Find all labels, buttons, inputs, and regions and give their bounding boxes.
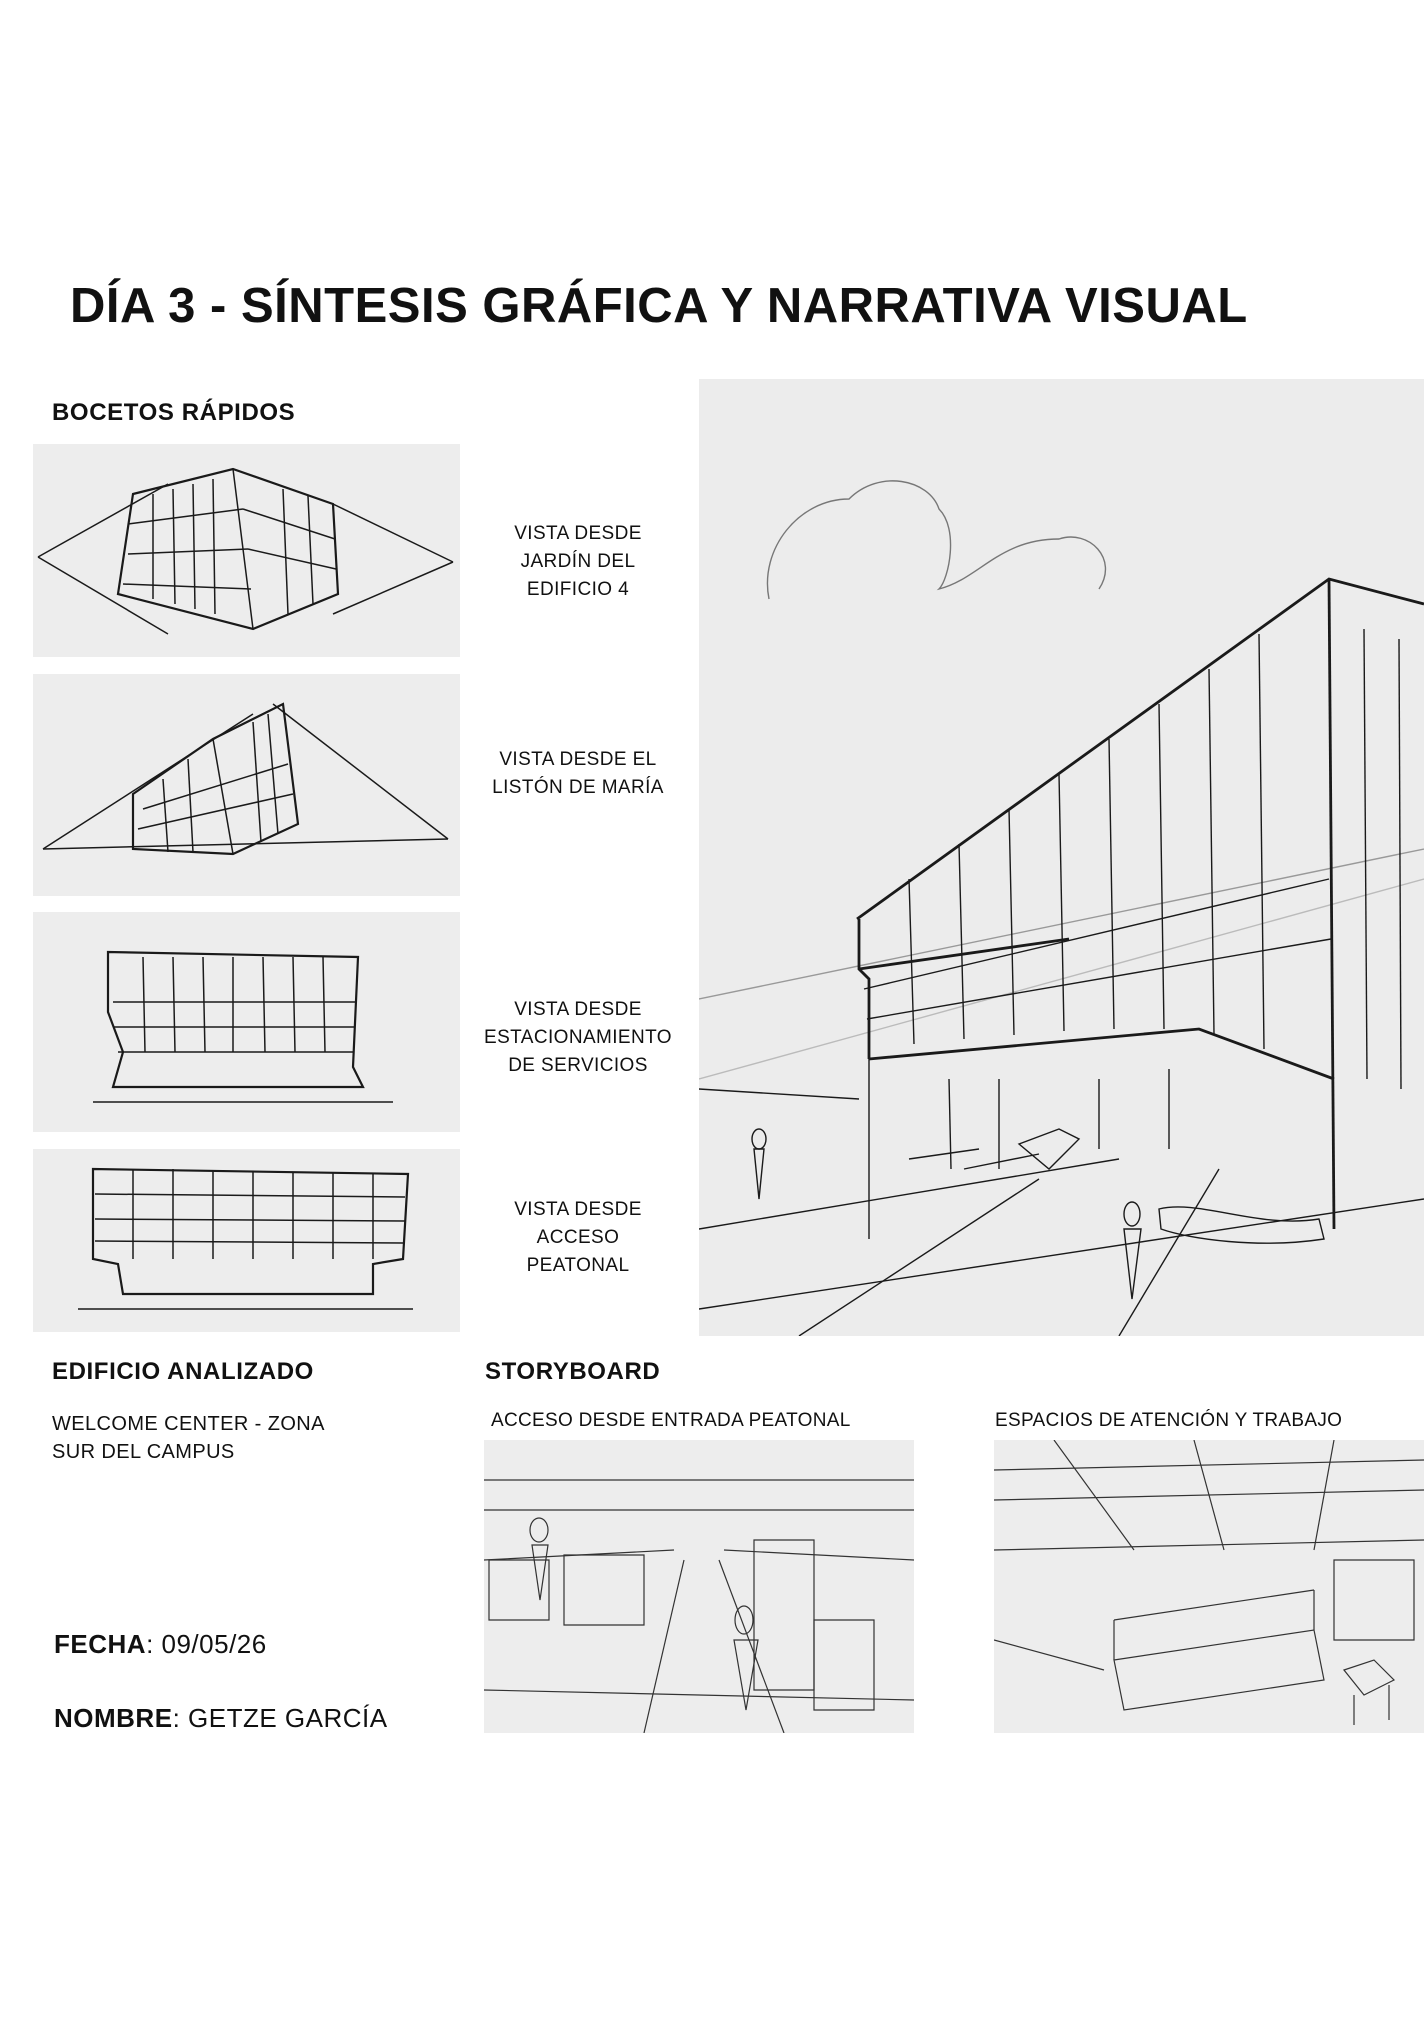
- main-sketch: [699, 379, 1424, 1336]
- sketch-thumbnail-4: [33, 1149, 460, 1332]
- building-sketch-icon: [33, 674, 460, 896]
- interior-sketch-icon: [484, 1440, 914, 1733]
- building-sketch-icon: [33, 912, 460, 1132]
- name-field: NOMBRE: GETZE GARCÍA: [54, 1703, 388, 1733]
- storyboard-frame-2: [994, 1440, 1424, 1733]
- date-field: FECHA: 09/05/26: [54, 1629, 267, 1659]
- building-perspective-icon: [699, 379, 1424, 1336]
- sketch-caption-2: VISTA DESDE EL LISTÓN DE MARÍA: [492, 749, 664, 798]
- building-description: WELCOME CENTER - ZONA SUR DEL CAMPUS: [52, 1413, 325, 1463]
- page-title: DÍA 3 - SÍNTESIS GRÁFICA Y NARRATIVA VISUAL: [70, 279, 1248, 333]
- building-heading: EDIFICIO ANALIZADO: [52, 1358, 314, 1385]
- storyboard-frame-1: [484, 1440, 914, 1733]
- storyboard-heading: STORYBOARD: [485, 1358, 661, 1385]
- sketch-thumbnail-2: [33, 674, 460, 896]
- storyboard-caption-1: ACCESO DESDE ENTRADA PEATONAL: [491, 1410, 851, 1431]
- sketch-caption-3: VISTA DESDE ESTACIONAMIENTO DE SERVICIOS: [484, 999, 672, 1076]
- sketch-caption-1: VISTA DESDE JARDÍN DEL EDIFICIO 4: [514, 523, 642, 600]
- building-sketch-icon: [33, 444, 460, 657]
- storyboard-caption-2: ESPACIOS DE ATENCIÓN Y TRABAJO: [995, 1410, 1343, 1431]
- sketch-thumbnail-3: [33, 912, 460, 1132]
- sketches-heading: BOCETOS RÁPIDOS: [52, 399, 296, 426]
- building-sketch-icon: [33, 1149, 460, 1332]
- sketch-caption-4: VISTA DESDE ACCESO PEATONAL: [514, 1199, 642, 1276]
- sketch-thumbnail-1: [33, 444, 460, 657]
- interior-sketch-icon: [994, 1440, 1424, 1733]
